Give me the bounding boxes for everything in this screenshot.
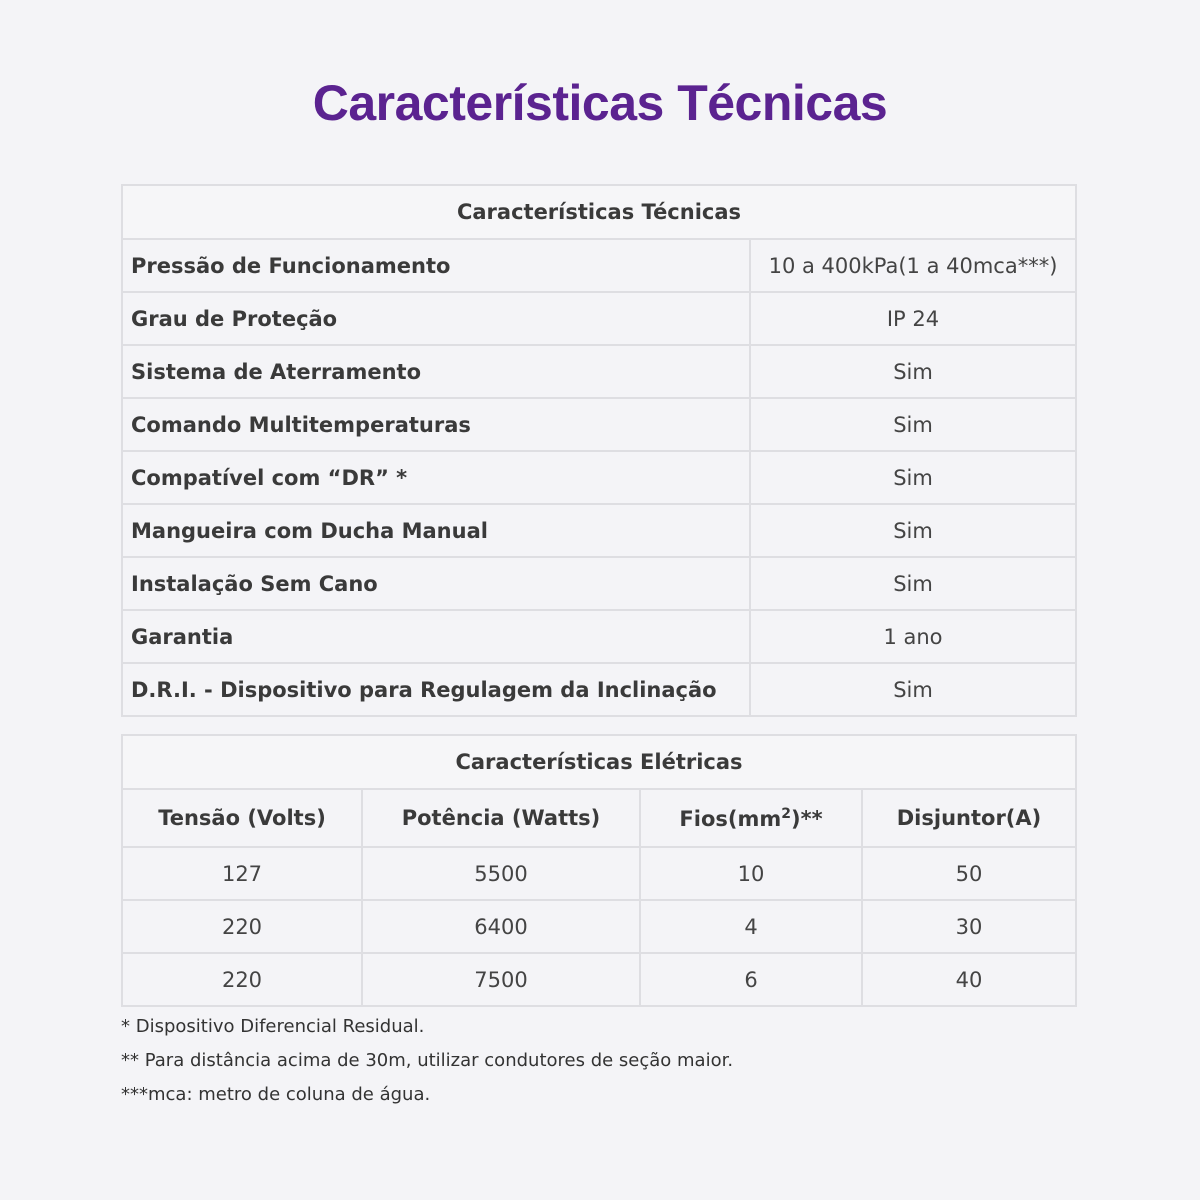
row-label: Pressão de Funcionamento bbox=[122, 239, 750, 292]
cell-fios: 4 bbox=[640, 900, 862, 953]
table-row bbox=[122, 398, 1076, 451]
row-value: IP 24 bbox=[750, 292, 1076, 345]
table-row bbox=[122, 345, 1076, 398]
header-fios-suffix: )** bbox=[791, 806, 823, 831]
header-fios-superscript: 2 bbox=[781, 805, 792, 822]
row-value: Sim bbox=[750, 557, 1076, 610]
footnote: * Dispositivo Diferencial Residual. bbox=[121, 1016, 425, 1037]
row-label: Garantia bbox=[122, 610, 750, 663]
cell-disjuntor: 30 bbox=[862, 900, 1076, 953]
row-label: Mangueira com Ducha Manual bbox=[122, 504, 750, 557]
row-value: 1 ano bbox=[750, 610, 1076, 663]
header-disjuntor: Disjuntor(A) bbox=[862, 789, 1076, 847]
table-row bbox=[122, 663, 1076, 716]
cell-tensao: 127 bbox=[122, 847, 362, 900]
technical-characteristics-table bbox=[121, 184, 1077, 717]
table-row bbox=[122, 847, 1076, 900]
cell-disjuntor: 50 bbox=[862, 847, 1076, 900]
table-row bbox=[122, 292, 1076, 345]
header-fios-text: Fios(mm bbox=[679, 806, 782, 831]
header-tensao: Tensão (Volts) bbox=[122, 789, 362, 847]
row-label: Sistema de Aterramento bbox=[122, 345, 750, 398]
table-row bbox=[122, 451, 1076, 504]
footnotes bbox=[121, 1010, 733, 1112]
table-caption: Características Técnicas bbox=[122, 185, 1076, 239]
row-value: Sim bbox=[750, 663, 1076, 716]
footnote: ** Para distância acima de 30m, utilizar condutores de seção maior. bbox=[121, 1050, 734, 1071]
cell-tensao: 220 bbox=[122, 953, 362, 1006]
cell-disjuntor: 40 bbox=[862, 953, 1076, 1006]
table-row bbox=[122, 504, 1076, 557]
row-value: 10 a 400kPa(1 a 40mca***) bbox=[750, 239, 1076, 292]
cell-fios: 10 bbox=[640, 847, 862, 900]
row-label: Compatível com “DR” * bbox=[122, 451, 750, 504]
header-row bbox=[122, 789, 1076, 847]
row-value: Sim bbox=[750, 451, 1076, 504]
footnote: ***mca: metro de coluna de água. bbox=[121, 1084, 431, 1105]
page-title: Características Técnicas bbox=[312, 75, 888, 131]
table-row bbox=[122, 557, 1076, 610]
table-row bbox=[122, 953, 1076, 1006]
table-row bbox=[122, 239, 1076, 292]
row-label: D.R.I. - Dispositivo para Regulagem da Inclinação bbox=[122, 663, 750, 716]
cell-potencia: 5500 bbox=[362, 847, 640, 900]
row-value: Sim bbox=[750, 504, 1076, 557]
row-label: Grau de Proteção bbox=[122, 292, 750, 345]
electrical-characteristics-table bbox=[121, 734, 1077, 1007]
row-value: Sim bbox=[750, 345, 1076, 398]
cell-potencia: 7500 bbox=[362, 953, 640, 1006]
cell-tensao: 220 bbox=[122, 900, 362, 953]
row-value: Sim bbox=[750, 398, 1076, 451]
table-caption: Características Elétricas bbox=[122, 735, 1076, 789]
table-row bbox=[122, 900, 1076, 953]
row-label: Comando Multitemperaturas bbox=[122, 398, 750, 451]
cell-fios: 6 bbox=[640, 953, 862, 1006]
row-label: Instalação Sem Cano bbox=[122, 557, 750, 610]
header-fios bbox=[640, 789, 862, 847]
cell-potencia: 6400 bbox=[362, 900, 640, 953]
table-row bbox=[122, 610, 1076, 663]
header-potencia: Potência (Watts) bbox=[362, 789, 640, 847]
